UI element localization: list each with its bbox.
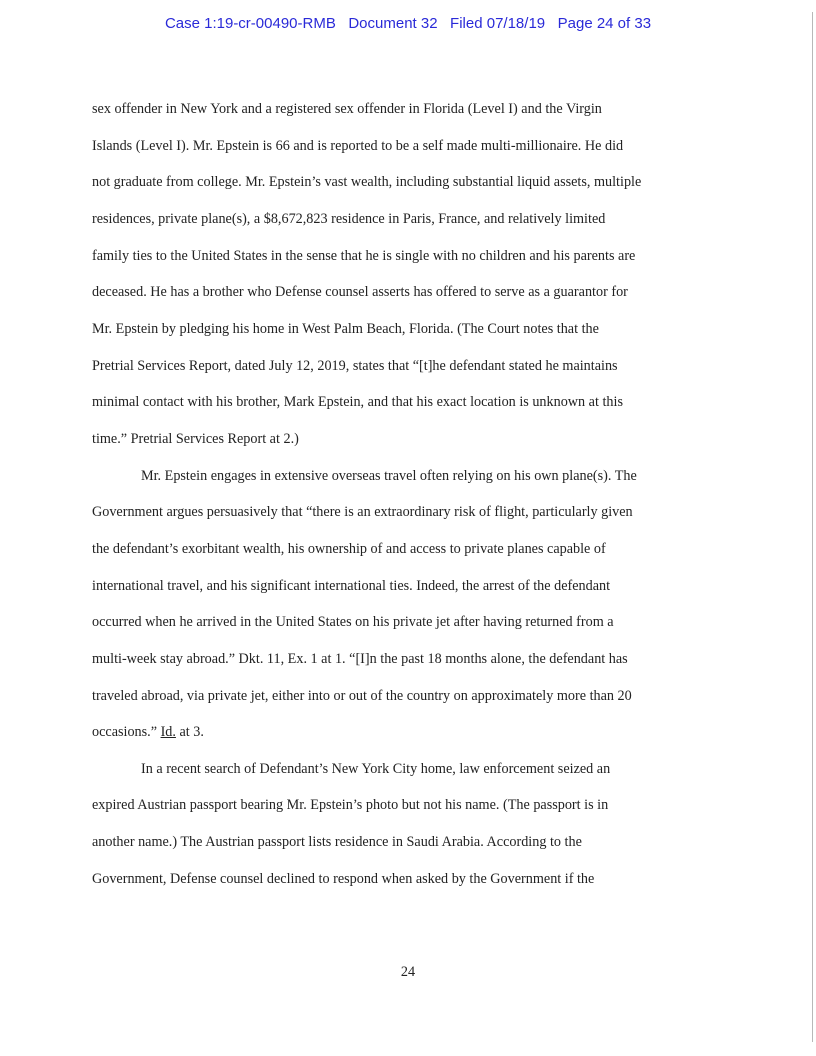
text-line: Pretrial Services Report, dated July 12, 2019, states that “[t]he defendant stated he maintains — [92, 357, 618, 374]
text-line-citation — [92, 714, 718, 751]
text-line: another name.) The Austrian passport lists residence in Saudi Arabia. According to the — [92, 834, 582, 851]
text-line: family ties to the United States in the sense that he is single with no children and his parents are — [92, 247, 636, 264]
text-line: Islands (Level I). Mr. Epstein is 66 and is reported to be a self made multi-millionaire. He did — [92, 137, 624, 154]
text-line: Government argues persuasively that “there is an extraordinary risk of flight, particularly given — [92, 504, 633, 521]
text-line: occurred when he arrived in the United States on his private jet after having returned from a — [92, 614, 614, 631]
text-line: deceased. He has a brother who Defense counsel asserts has offered to serve as a guarantor for — [92, 284, 628, 301]
citation-prefix: occasions.” — [92, 724, 161, 741]
case-header: Case 1:19-cr-00490-RMB Document 32 Filed 07/18/19 Page 24 of 33 — [164, 15, 652, 32]
text-line: Mr. Epstein engages in extensive overseas travel often relying on his own plane(s). The — [141, 467, 637, 484]
text-line: traveled abroad, via private jet, either into or out of the country on approximately more than 20 — [92, 687, 632, 704]
page-edge-line — [812, 12, 813, 1042]
text-line: residences, private plane(s), a $8,672,823 residence in Paris, France, and relatively limited — [92, 210, 606, 227]
text-line: time.” Pretrial Services Report at 2.) — [92, 430, 299, 447]
text-line: the defendant’s exorbitant wealth, his ownership of and access to private planes capable of — [92, 540, 606, 557]
text-line: Government, Defense counsel declined to respond when asked by the Government if the — [92, 870, 595, 887]
text-line: sex offender in New York and a registered sex offender in Florida (Level I) and the Virgin — [92, 101, 602, 117]
text-line: not graduate from college. Mr. Epstein’s vast wealth, including substantial liquid assets, multiple — [92, 174, 642, 191]
paragraph-1 — [92, 91, 718, 458]
paragraph-2 — [92, 458, 718, 751]
text-line: In a recent search of Defendant’s New York City home, law enforcement seized an — [141, 760, 611, 777]
text-line: expired Austrian passport bearing Mr. Epstein’s photo but not his name. (The passport is in — [92, 797, 609, 814]
text-line: international travel, and his significant international ties. Indeed, the arrest of the defendant — [92, 577, 611, 594]
text-line: Mr. Epstein by pledging his home in West Palm Beach, Florida. (The Court notes that the — [92, 320, 599, 337]
document-body — [92, 91, 718, 897]
paragraph-3 — [92, 751, 718, 898]
page-number: 24 — [400, 964, 416, 980]
text-line: minimal contact with his brother, Mark Epstein, and that his exact location is unknown at this — [92, 394, 623, 411]
text-line: multi-week stay abroad.” Dkt. 11, Ex. 1 at 1. “[I]n the past 18 months alone, the defendant has — [92, 650, 628, 667]
citation-suffix: at 3. — [175, 724, 204, 741]
citation-id: Id. — [160, 724, 176, 741]
